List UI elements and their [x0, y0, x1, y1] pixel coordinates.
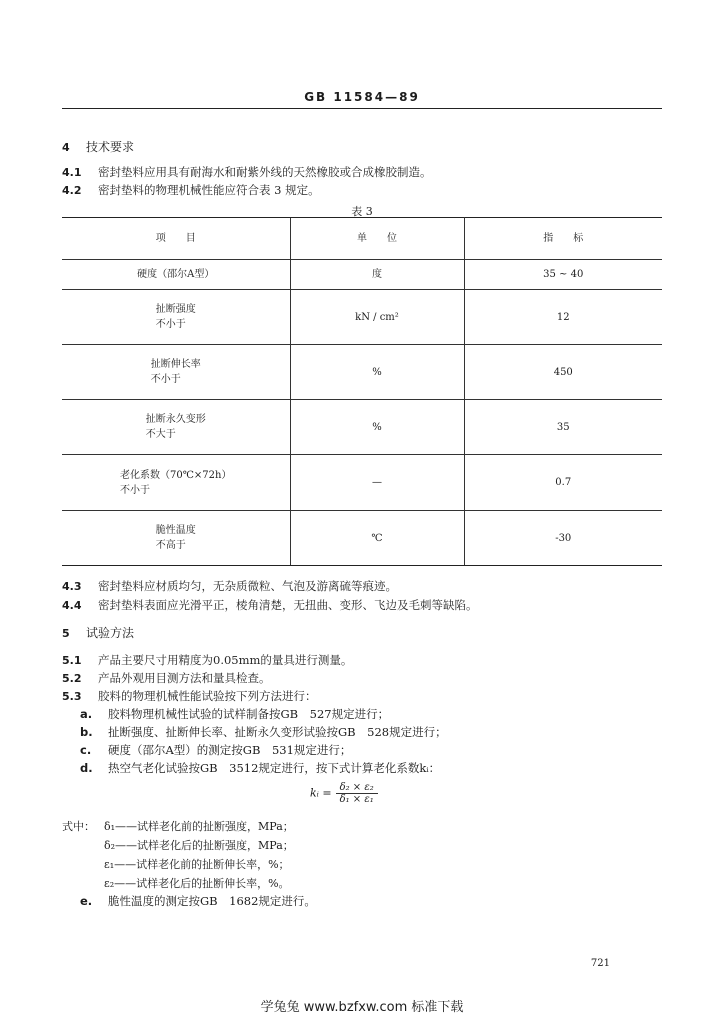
definition-line: ε₁——试样老化前的扯断伸长率，%； [104, 858, 290, 871]
clause-4-3 [62, 578, 397, 594]
row-value: 0.7 [464, 455, 662, 511]
clause-5-3 [62, 688, 317, 704]
table-header-row [62, 218, 662, 260]
row-item [137, 267, 214, 282]
section-title: 技术要求 [86, 140, 135, 154]
site-footer-watermark: 学兔兔 www.bzfxw.com 标准下载 [260, 1000, 464, 1015]
definition-line: δ₂——试样老化后的扯断强度，MPa； [104, 839, 294, 852]
item-key: c. [80, 743, 92, 757]
row-item [146, 412, 206, 442]
formula-denominator: δ₁ × ε₁ [339, 794, 374, 805]
item-text: 热空气老化试验按GB 3512规定进行，按下式计算老化系数kᵢ： [108, 761, 441, 775]
clause-number: 4.2 [62, 184, 82, 197]
item-text: 硬度（邵尔A型）的测定按GB 531规定进行； [108, 743, 352, 757]
item-key: b. [80, 725, 93, 739]
item-limit: 不小于 [155, 319, 186, 330]
header-rule [62, 108, 662, 109]
item-limit: 不高于 [155, 540, 186, 551]
clause-5-2 [62, 670, 271, 686]
formula-fraction [336, 782, 378, 805]
item-name: 老化系数（70℃×72h） [120, 469, 232, 481]
clause-text: 密封垫料应材质均匀，无杂质微粒、气泡及游离硫等痕迹。 [98, 579, 397, 593]
table-row [62, 400, 662, 455]
list-item [80, 724, 447, 740]
list-item [80, 760, 440, 776]
section-4-heading [62, 138, 134, 155]
row-value: 35 [464, 400, 662, 455]
clause-4-4 [62, 597, 478, 613]
item-text: 胶料物理机械性试验的试样制备按GB 527规定进行； [108, 707, 390, 721]
clause-number: 4.3 [62, 580, 82, 593]
definition-line: ε₂——试样老化后的扯断伸长率，%。 [104, 877, 290, 890]
row-unit: — [290, 455, 464, 511]
table-row [62, 260, 662, 290]
standard-number-header: GB 11584—89 [304, 90, 420, 104]
clause-text: 产品主要尺寸用精度为0.05mm的量具进行测量。 [98, 653, 353, 667]
clause-number: 5.1 [62, 654, 82, 667]
clause-5-1 [62, 652, 352, 668]
row-item [120, 468, 231, 498]
table-caption: 表 3 [351, 205, 373, 218]
item-key: e. [80, 894, 93, 908]
list-item [80, 706, 389, 722]
clause-text: 胶料的物理机械性能试验按下列方法进行： [98, 689, 317, 703]
table-row [62, 511, 662, 566]
row-unit: ℃ [290, 511, 464, 566]
clause-number: 5.3 [62, 690, 82, 703]
section-number: 4 [62, 141, 70, 154]
item-name: 脆性温度 [155, 525, 196, 536]
table-row [62, 290, 662, 345]
definition-line: δ₁——试样老化前的扯断强度，MPa； [104, 820, 294, 833]
row-value: 450 [464, 345, 662, 400]
item-limit: 不小于 [120, 484, 151, 496]
row-value: 35 ~ 40 [464, 260, 662, 290]
row-unit: kN / cm² [290, 290, 464, 345]
row-value: -30 [464, 511, 662, 566]
item-text: 扯断强度、扯断伸长率、扯断永久变形试验按GB 528规定进行； [108, 725, 447, 739]
item-limit: 不大于 [145, 429, 176, 440]
list-item [80, 742, 351, 758]
table-row [62, 345, 662, 400]
clause-number: 5.2 [62, 672, 82, 685]
header-value: 指 标 [464, 218, 662, 260]
specification-table [62, 217, 662, 566]
section-number: 5 [62, 627, 70, 640]
item-key: a. [80, 707, 93, 721]
table-row [62, 455, 662, 511]
item-key: d. [80, 761, 93, 775]
item-text: 脆性温度的测定按GB 1682规定进行。 [108, 894, 316, 908]
section-5-heading [62, 624, 134, 641]
list-item [80, 893, 316, 909]
header-item: 项 目 [62, 218, 290, 260]
clause-number: 4.1 [62, 166, 82, 179]
row-item [151, 357, 201, 387]
item-name: 扯断伸长率 [150, 359, 201, 370]
row-item [156, 302, 196, 332]
row-unit: 度 [290, 260, 464, 290]
clause-text: 密封垫料的物理机械性能应符合表 3 规定。 [98, 183, 320, 197]
formula-numerator: δ₂ × ε₂ [336, 782, 378, 794]
row-item [156, 523, 196, 553]
clause-4-1 [62, 164, 432, 180]
row-unit: % [290, 345, 464, 400]
where-label: 式中： [62, 820, 95, 833]
item-name: 硬度（邵尔A型） [137, 269, 215, 280]
item-limit: 不小于 [150, 374, 181, 385]
section-title: 试验方法 [86, 626, 135, 640]
row-unit: % [290, 400, 464, 455]
item-name: 扯断永久变形 [145, 414, 206, 425]
row-value: 12 [464, 290, 662, 345]
item-name: 扯断强度 [155, 304, 196, 315]
page-number: 721 [590, 958, 610, 969]
clause-number: 4.4 [62, 599, 82, 612]
aging-coefficient-formula [310, 782, 378, 805]
clause-text: 密封垫料应用具有耐海水和耐紫外线的天然橡胶或合成橡胶制造。 [98, 165, 432, 179]
clause-text: 密封垫料表面应光滑平正，棱角清楚，无扭曲、变形、飞边及毛刺等缺陷。 [98, 598, 478, 612]
formula-lhs: kᵢ = [310, 786, 332, 800]
header-unit: 单 位 [290, 218, 464, 260]
clause-4-2 [62, 182, 320, 198]
clause-text: 产品外观用目测方法和量具检查。 [98, 671, 271, 685]
